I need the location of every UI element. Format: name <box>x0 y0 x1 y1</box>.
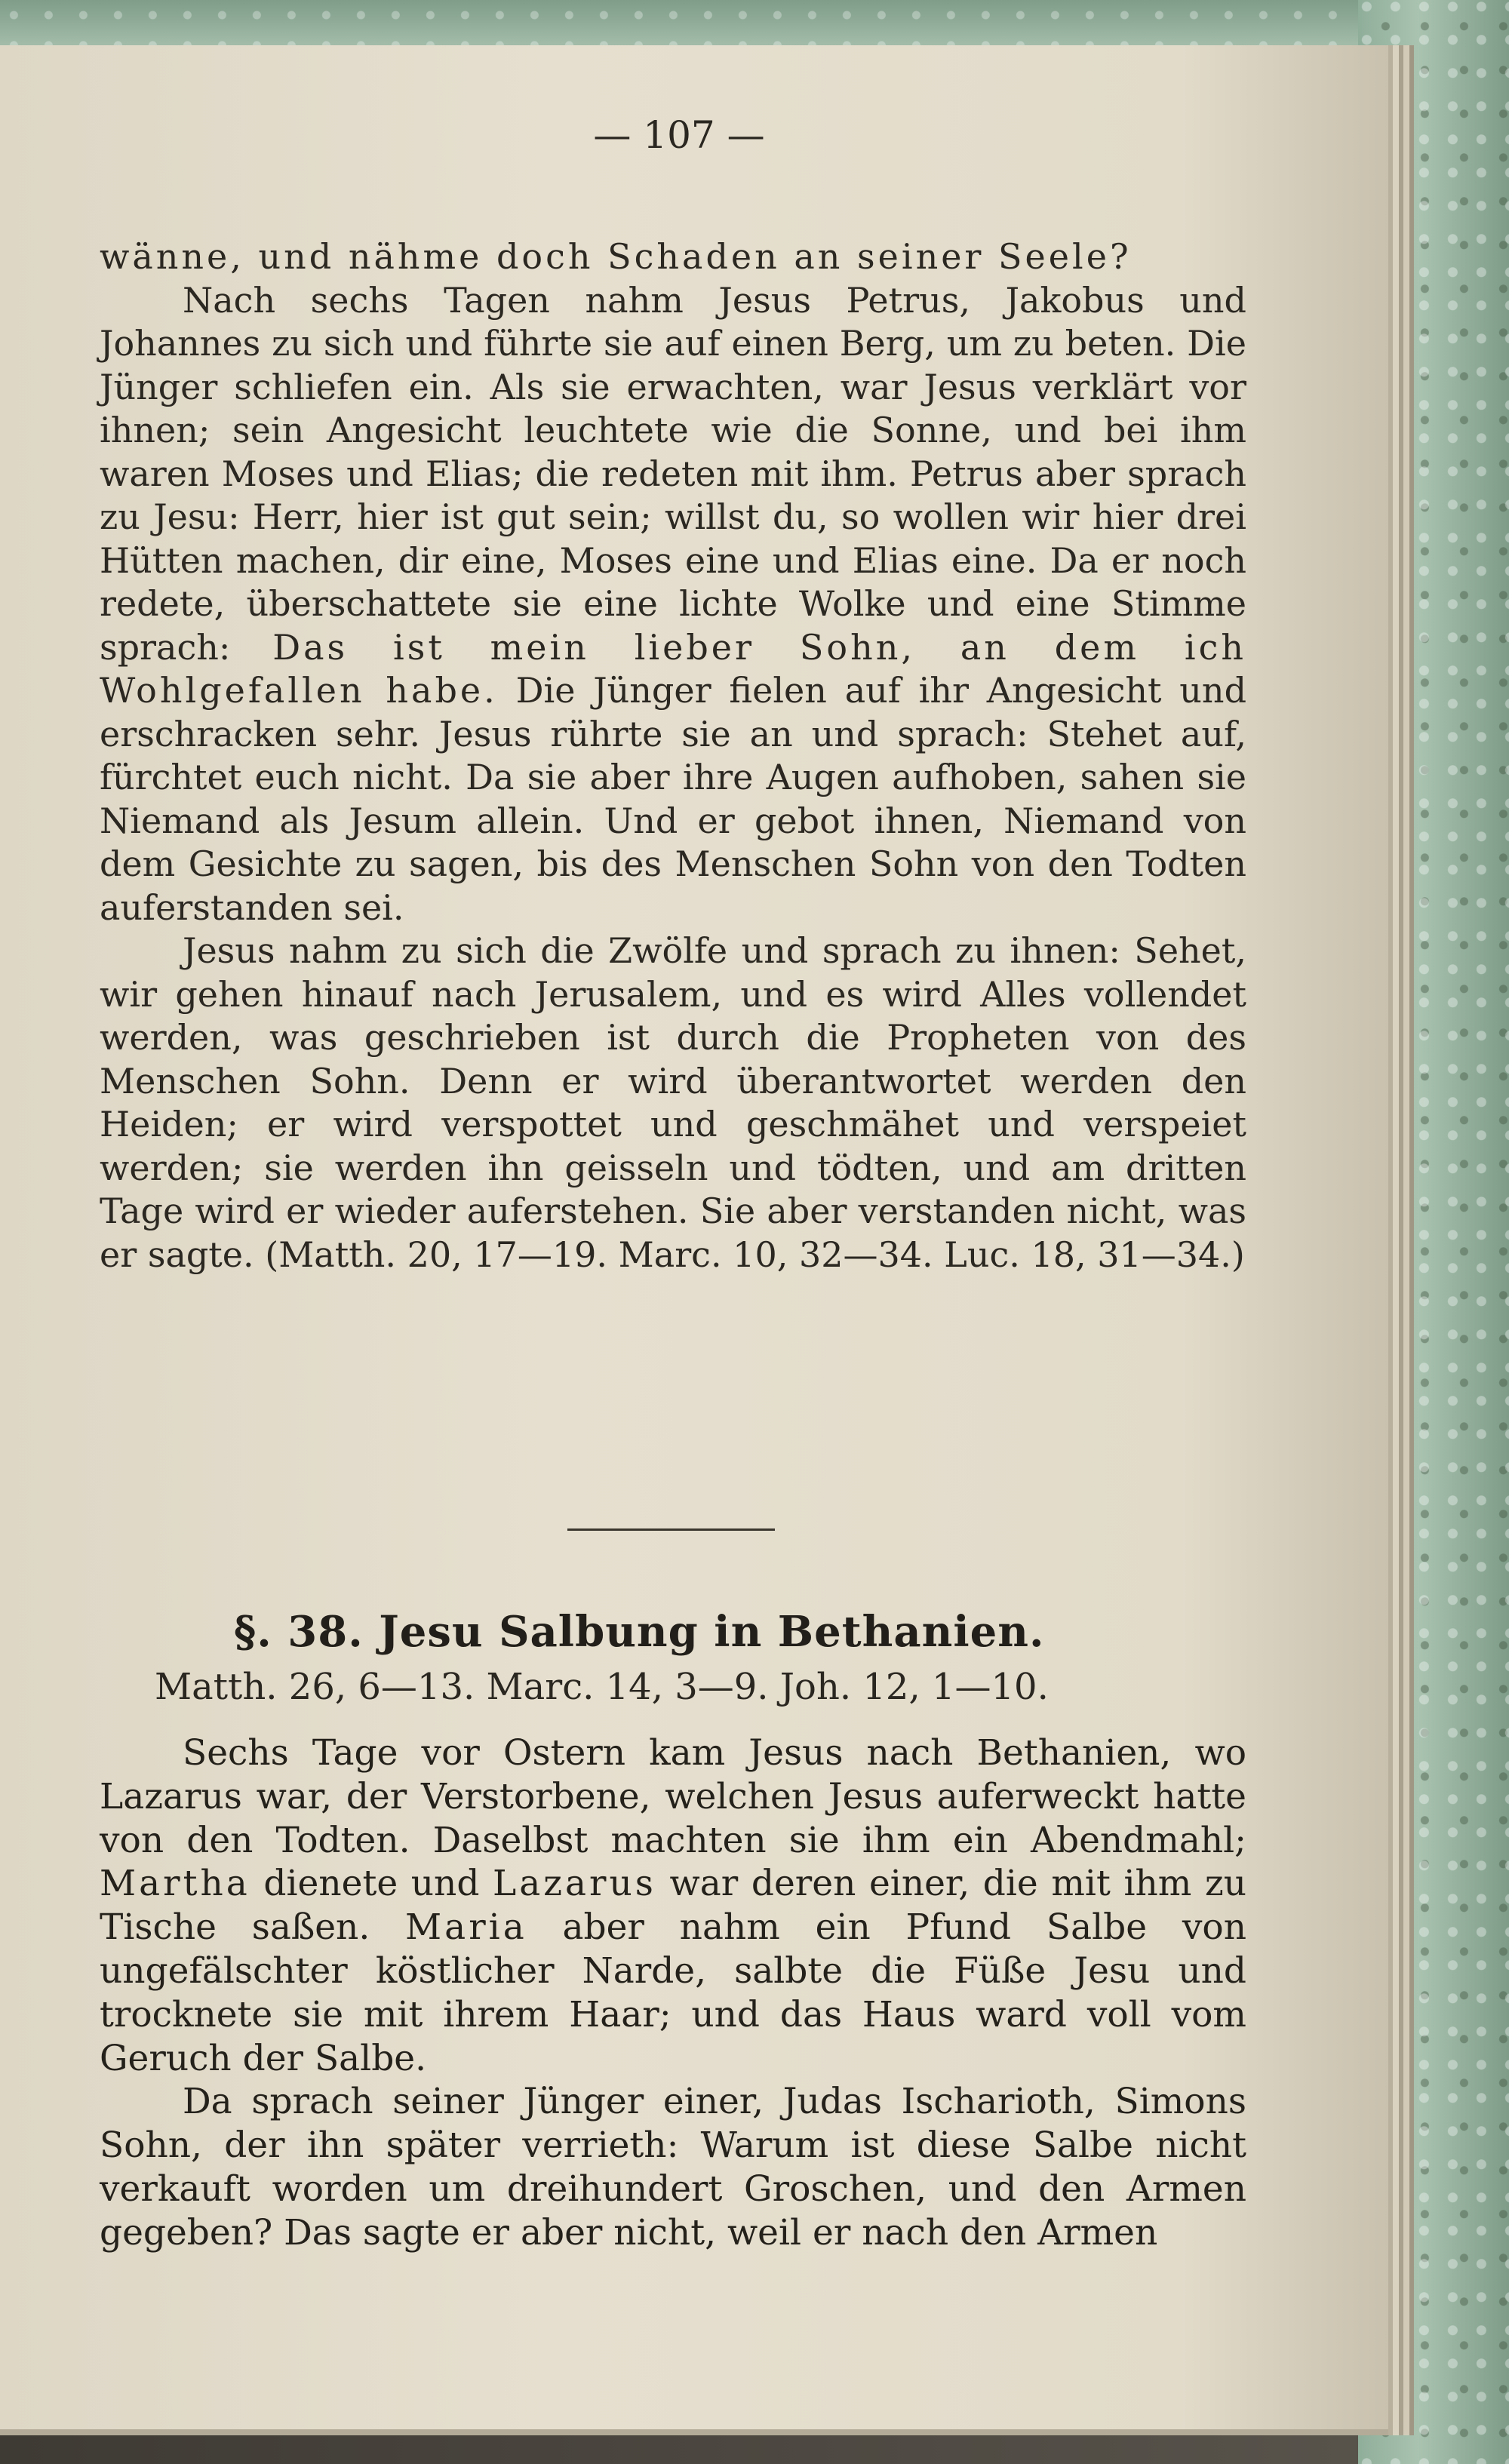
bottom-text-block <box>100 1731 1246 2255</box>
paragraph-5 <box>100 2080 1246 2254</box>
text-run: dienete und <box>250 1863 493 1905</box>
text-run: Die Jünger fielen auf ihr Angesicht und erschracken sehr. Jesus rührte sie an und sprach: Stehet auf, fürchtet euch nicht. Da sie aber ihre Augen aufhoben, sahen sie Niemand als Jesum allein. Und er gebot ihnen, Niemand von dem Gesichte zu sagen, bis des Menschen Sohn von den Todten auferstanden sei. <box>100 670 1247 928</box>
paragraph-3 <box>100 929 1246 1277</box>
paragraph-2 <box>100 279 1246 930</box>
spaced-text: Das ist mein lieber Sohn, an dem ich Wohlgefallen habe. <box>100 626 1246 711</box>
text-run: Nach sechs Tagen nahm Jesus Petrus, Jakobus und Johannes zu sich und führte sie auf einen Berg, um zu beten. Die Jünger schliefen ein. Als sie erwachten, war Jesus verklärt vor ihnen; sein Angesicht leuchtete wie die Sonne, und bei ihm waren Moses und Elias; die redeten mit ihm. Petrus aber sprach zu Jesu: Herr, hier ist gut sein; willst du, so wollen wir hier drei Hütten machen, dir eine, Moses eine und Elias eine. Da er noch redete, überschattete sie eine lichte Wolke und eine Stimme sprach: <box>100 279 1246 668</box>
text-run: aber nahm ein Pfund Salbe von ungefälschter köstlicher Narde, salbte die Füße Jesu und trocknete sie mit ihrem Haar; und das Haus ward voll vom Geruch der Salbe. <box>100 1906 1246 2079</box>
name-maria: Maria <box>405 1906 527 1949</box>
text-run: Jesus nahm zu sich die Zwölfe und sprach zu ihnen: Sehet, wir gehen hinauf nach Jerusalem, und es wird Alles vollendet werden, was geschrieben ist durch die Propheten von des Menschen Sohn. Denn er wird überantwortet werden den Heiden; er wird verspottet und geschmähet und verspeiet werden; sie werden ihn geisseln und tödten, und am dritten Tage wird er wieder auferstehen. Sie aber verstanden nicht, was er sagte. (Matth. 20, 17—19. Marc. 10, 32—34. Luc. 18, 31—34.) <box>100 930 1246 1275</box>
text-run: Da sprach seiner Jünger einer, Judas Ischarioth, Simons Sohn, der ihn später verrieth: Warum ist diese Salbe nicht verkauft worden um dreihundert Groschen, und den Armen gegeben? Das sagte er aber nicht, weil er nach den Armen <box>100 2081 1246 2254</box>
spaced-text: wänne, und nähme doch Schaden an seiner Seele? <box>100 236 1132 277</box>
top-text-block <box>100 235 1246 1277</box>
page-number: — 107 — <box>593 113 765 157</box>
paragraph-1 <box>100 235 1246 279</box>
paragraph-4 <box>100 1731 1246 2080</box>
section-reference: Matth. 26, 6—13. Marc. 14, 3—9. Joh. 12, 1—10. <box>155 1666 1049 1708</box>
section-divider <box>567 1528 775 1531</box>
text-run: Sechs Tage vor Ostern kam Jesus nach Bethanien, wo Lazarus war, der Verstorbene, welchen Jesus auferweckt hatte von den Todten. Daselbst machten sie ihm ein Abendmahl; <box>100 1732 1246 1861</box>
section-heading: §. 38. Jesu Salbung in Bethanien. <box>234 1607 1045 1657</box>
text-run: war deren einer, die mit ihm zu Tische saßen. <box>100 1863 1247 1949</box>
name-martha: Martha <box>100 1863 250 1905</box>
name-lazarus: Lazarus <box>493 1863 656 1905</box>
